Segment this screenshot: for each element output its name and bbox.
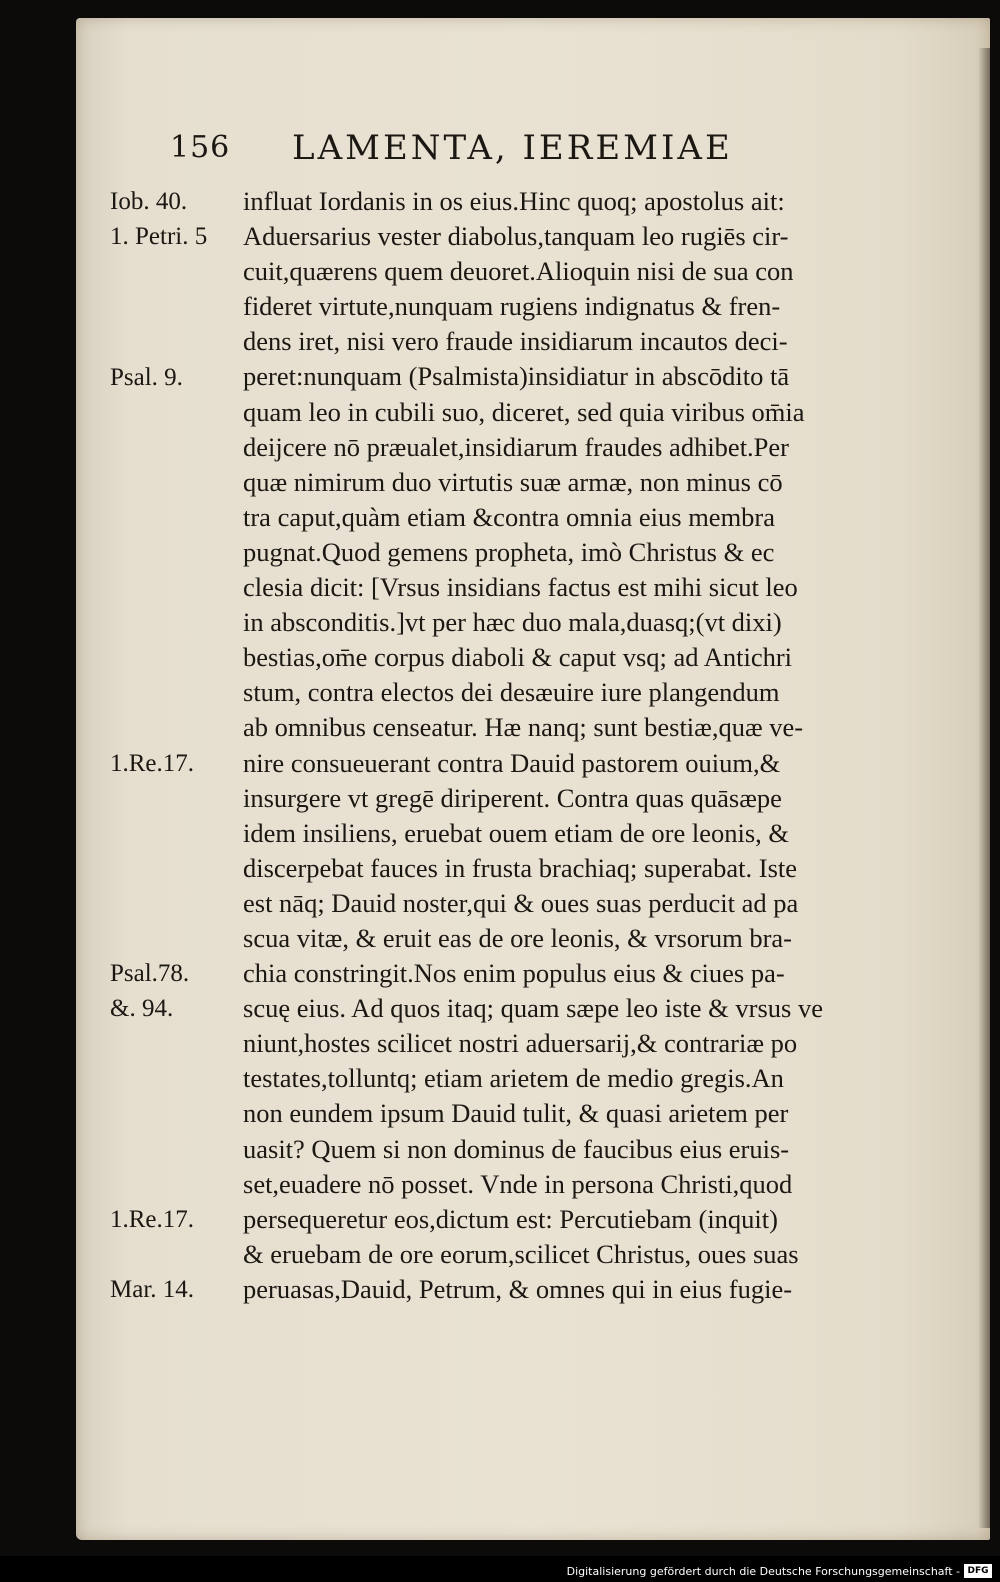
- text-line: est nāq; Dauid noster,qui & oues suas perducit ad pa: [243, 887, 799, 918]
- margin-note: Psal.78.: [110, 960, 190, 988]
- page-edge-shadow: [978, 48, 990, 1528]
- margin-note: Mar. 14.: [110, 1276, 195, 1304]
- text-line: insurgere vt gregē diriperent. Contra quas quāsæpe: [243, 782, 782, 813]
- text-line: set,euadere nō posset. Vnde in persona Christi,quod: [243, 1168, 793, 1199]
- text-line: niunt,hostes scilicet nostri aduersarij,& contrariæ po: [243, 1028, 798, 1059]
- text-line: nire consueuerant contra Dauid pastorem ouium,&: [243, 747, 781, 778]
- text-line: persequeretur eos,dictum est: Percutiebam (inquit): [243, 1203, 778, 1234]
- text-line: uasit? Quem si non dominus de faucibus eius eruis-: [243, 1133, 790, 1164]
- text-line: non eundem ipsum Dauid tulit, & quasi arietem per: [243, 1098, 789, 1129]
- text-line: influat Iordanis in os eius.Hinc quoq; apostolus ait:: [243, 186, 785, 216]
- text-line: pugnat.Quod gemens propheta, imò Christus & ec: [243, 536, 775, 567]
- funding-credit: Digitalisierung gefördert durch die Deutsche Forschungsgemeinschaft -: [566, 1565, 960, 1578]
- text-line: tra caput,quàm etiam &contra omnia eius membra: [243, 501, 776, 532]
- page-header: [170, 128, 850, 172]
- margin-note: 1.Re.17.: [110, 1205, 195, 1233]
- text-line: fideret virtute,nunquam rugiens indignatus & fren-: [243, 291, 781, 322]
- text-line: deijcere nō præualet,insidiarum fraudes adhibet.Per: [243, 431, 790, 462]
- margin-note: &. 94.: [110, 995, 174, 1023]
- text-line: chia constringit.Nos enim populus eius & ciues pa-: [243, 958, 785, 989]
- margin-note: 1.Re.17.: [110, 749, 195, 777]
- text-line: Aduersarius vester diabolus,tanquam leo rugiēs cir-: [243, 221, 789, 252]
- margin-note: Iob. 40.: [110, 188, 188, 215]
- footer-bar: [0, 1556, 1000, 1582]
- text-line: peret:nunquam (Psalmista)insidiatur in abscōdito tā: [243, 361, 790, 392]
- text-line: in absconditis.]vt per hæc duo mala,duasq;(vt dixi): [243, 607, 782, 638]
- text-line: discerpebat fauces in frusta brachiaq; superabat. Iste: [243, 852, 798, 883]
- text-line: quæ nimirum duo virtutis suæ armæ, non minus cō: [243, 466, 783, 497]
- text-line: cuit,quærens quem deuoret.Alioquin nisi de sua con: [243, 256, 794, 287]
- margin-note: Psal. 9.: [110, 363, 183, 391]
- page-number: 156: [170, 130, 231, 165]
- text-line: testates,tolluntq; etiam arietem de medio gregis.An: [243, 1063, 784, 1094]
- text-line: quam leo in cubili suo, diceret, sed quia viribus om̄ia: [243, 396, 805, 427]
- text-line: idem insiliens, eruebat ouem etiam de ore leonis, &: [243, 817, 790, 848]
- text-line: dens iret, nisi vero fraude insidiarum incautos deci-: [243, 326, 788, 357]
- running-title: LAMENTA, IEREMIAE: [292, 128, 733, 168]
- text-line: stum, contra electos dei desæuire iure plangendum: [243, 677, 780, 708]
- text-line: ab omnibus censeatur. Hæ nanq; sunt bestiæ,quæ ve-: [243, 712, 804, 743]
- dfg-logo: DFG: [964, 1564, 992, 1578]
- body-text: [243, 184, 933, 1307]
- text-line: & eruebam de ore eorum,scilicet Christus, oues suas: [243, 1238, 799, 1269]
- text-line: bestias,om̄e corpus diaboli & caput vsq; ad Antichri: [243, 642, 793, 673]
- text-line: scua vitæ, & eruit eas de ore leonis, & vrsorum bra-: [243, 922, 792, 953]
- text-line: scuę eius. Ad quos itaq; quam sæpe leo iste & vrsus ve: [243, 993, 823, 1024]
- text-line: clesia dicit: [Vrsus insidians factus est mihi sicut leo: [243, 572, 798, 603]
- margin-note: 1. Petri. 5: [110, 223, 208, 251]
- text-line: peruasas,Dauid, Petrum, & omnes qui in eius fugie-: [243, 1273, 793, 1304]
